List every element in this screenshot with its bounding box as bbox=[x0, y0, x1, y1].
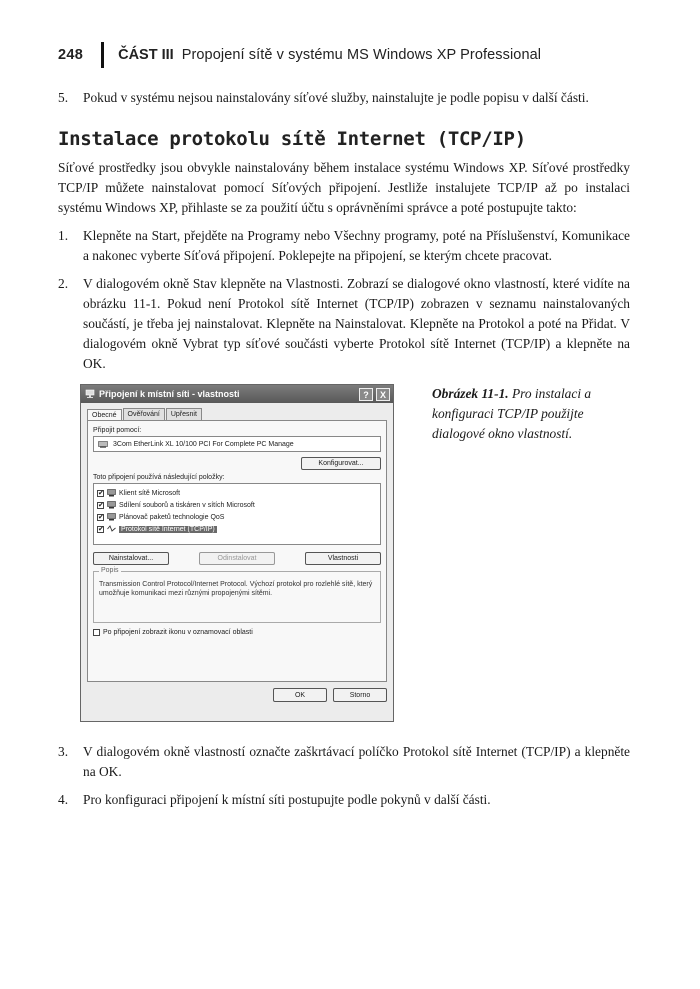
list-item[interactable] bbox=[97, 499, 377, 511]
component-checkbox[interactable]: ✔ bbox=[98, 513, 104, 521]
notify-option[interactable] bbox=[93, 629, 381, 636]
component-buttons bbox=[93, 552, 381, 565]
description-legend: Popis bbox=[101, 567, 119, 574]
figure-11-1 bbox=[58, 384, 630, 726]
step-text: V dialogovém okně vlastností označte zaškrtávací políčko Protokol sítě Internet (TCP/IP) a klepněte na OK. bbox=[83, 744, 630, 779]
components-label: Toto připojení používá následující položky: bbox=[93, 474, 225, 481]
step-text: V dialogovém okně Stav klepněte na Vlastnosti. Zobrazí se dialogové okno vlastností, které vidíte na obrázku 11-1. Pokud není Protokol sítě Internet (TCP/IP) zobrazen v seznamu nainstalovaných součástí, je třeba jej nainstalovat. Klepněte na Nainstalovat. Klepněte na Protokol a poté na Přidat. V dialogovém okně Vybrat typ síťové součásti vyberte Protokol sítě Internet (TCP/IP) a klepněte na OK. bbox=[83, 276, 630, 371]
step-list-b bbox=[58, 742, 630, 810]
step-text: Pro konfiguraci připojení k místní síti postupujte podle pokynů v další části. bbox=[83, 792, 491, 807]
description-text: Transmission Control Protocol/Internet Protocol. Výchozí protokol pro rozlehlé sítě, který umožňuje komunikaci mezi různými propojenými sítěmi. bbox=[99, 581, 373, 597]
step-number: 3. bbox=[58, 744, 69, 759]
properties-button[interactable]: Vlastnosti bbox=[305, 552, 381, 565]
close-button[interactable]: X bbox=[376, 388, 390, 401]
component-label: Sdílení souborů a tiskáren v sítích Microsoft bbox=[119, 501, 255, 509]
properties-dialog bbox=[80, 384, 394, 722]
component-label: Klient sítě Microsoft bbox=[119, 489, 181, 497]
list-item bbox=[58, 88, 630, 108]
step-number: 4. bbox=[58, 792, 69, 807]
adapter-field bbox=[93, 436, 381, 452]
section-heading: Instalace protokolu sítě Internet (TCP/IP) bbox=[58, 128, 526, 150]
tab-advanced[interactable]: Upřesnit bbox=[166, 408, 202, 420]
list-item[interactable] bbox=[97, 511, 377, 523]
uninstall-button[interactable]: Odinstalovat bbox=[199, 552, 275, 565]
step-number: 1. bbox=[58, 228, 69, 243]
step-number: 2. bbox=[58, 276, 69, 291]
network-icon bbox=[85, 389, 95, 399]
component-checkbox[interactable]: ✔ bbox=[98, 501, 104, 509]
components-list bbox=[93, 483, 381, 545]
page-number: 248 bbox=[58, 47, 84, 63]
caption-label: Obrázek 11-1. bbox=[432, 386, 509, 401]
page-content bbox=[58, 88, 630, 818]
step-number: 5. bbox=[58, 90, 69, 105]
list-item[interactable] bbox=[97, 487, 377, 499]
dialog-titlebar bbox=[81, 385, 393, 403]
list-item bbox=[58, 790, 630, 810]
caption-text: Pro instalaci a konfiguraci TCP/IP použijte dialogové okno vlastností. bbox=[432, 386, 592, 441]
cancel-button[interactable]: Storno bbox=[333, 688, 387, 702]
client-icon bbox=[107, 489, 116, 497]
description-group bbox=[93, 567, 381, 623]
protocol-icon bbox=[107, 525, 116, 533]
step-list-a bbox=[58, 226, 630, 374]
dialog-title: Připojení k místní síti - vlastnosti bbox=[99, 389, 240, 399]
ok-button[interactable]: OK bbox=[273, 688, 327, 702]
component-label: Protokol sítě Internet (TCP/IP) bbox=[121, 525, 215, 533]
tab-general[interactable]: Obecné bbox=[87, 409, 122, 421]
service-icon bbox=[107, 513, 116, 521]
connect-using-label: Připojit pomocí: bbox=[93, 427, 142, 434]
intro-step-list bbox=[58, 88, 630, 108]
component-checkbox[interactable]: ✔ bbox=[98, 525, 104, 533]
tab-panel-general bbox=[87, 420, 387, 682]
dialog-footer bbox=[81, 682, 393, 702]
dialog-tabs bbox=[81, 403, 393, 420]
section-paragraph: Síťové prostředky jsou obvykle nainstalovány během instalace systému Windows XP. Síťové prostředky TCP/IP můžete nainstalovat pomocí Síťových připojení. Jestliže instalujete TCP/IP až po instalaci systému Windows XP, přihlaste se za použití účtu s oprávněními správce a poté postupujte takto: bbox=[58, 160, 630, 215]
step-text: Klepněte na Start, přejděte na Programy nebo Všechny programy, poté na Příslušenství, Komunikace a nakonec vyberte Síťová připojení. Poklepejte na připojení, se kterým chcete pracovat. bbox=[83, 228, 630, 263]
configure-button[interactable]: Konfigurovat... bbox=[301, 457, 381, 470]
header-divider bbox=[101, 42, 104, 68]
component-label: Plánovač paketů technologie QoS bbox=[119, 513, 225, 521]
component-checkbox[interactable]: ✔ bbox=[98, 489, 104, 497]
tab-authentication[interactable]: Ověřování bbox=[123, 408, 165, 420]
help-button[interactable]: ? bbox=[359, 388, 373, 401]
notify-checkbox[interactable] bbox=[93, 629, 100, 636]
install-button[interactable]: Nainstalovat... bbox=[93, 552, 169, 565]
list-item[interactable] bbox=[97, 523, 377, 535]
figure-caption bbox=[432, 384, 622, 444]
adapter-name: 3Com EtherLink XL 10/100 PCI For Complete PC Manage bbox=[113, 440, 294, 448]
service-icon bbox=[107, 501, 116, 509]
step-text: Pokud v systému nejsou nainstalovány síťové služby, nainstalujte je podle popisu v další části. bbox=[83, 90, 589, 105]
running-title: Propojení sítě v systému MS Windows XP Professional bbox=[181, 47, 542, 63]
list-item bbox=[58, 742, 630, 782]
notify-label: Po připojení zobrazit ikonu v oznamovací oblasti bbox=[103, 629, 253, 636]
list-item bbox=[58, 274, 630, 374]
list-item bbox=[58, 226, 630, 266]
part-label: ČÁST III bbox=[118, 47, 174, 63]
running-header bbox=[58, 40, 638, 70]
network-card-icon bbox=[98, 441, 108, 448]
